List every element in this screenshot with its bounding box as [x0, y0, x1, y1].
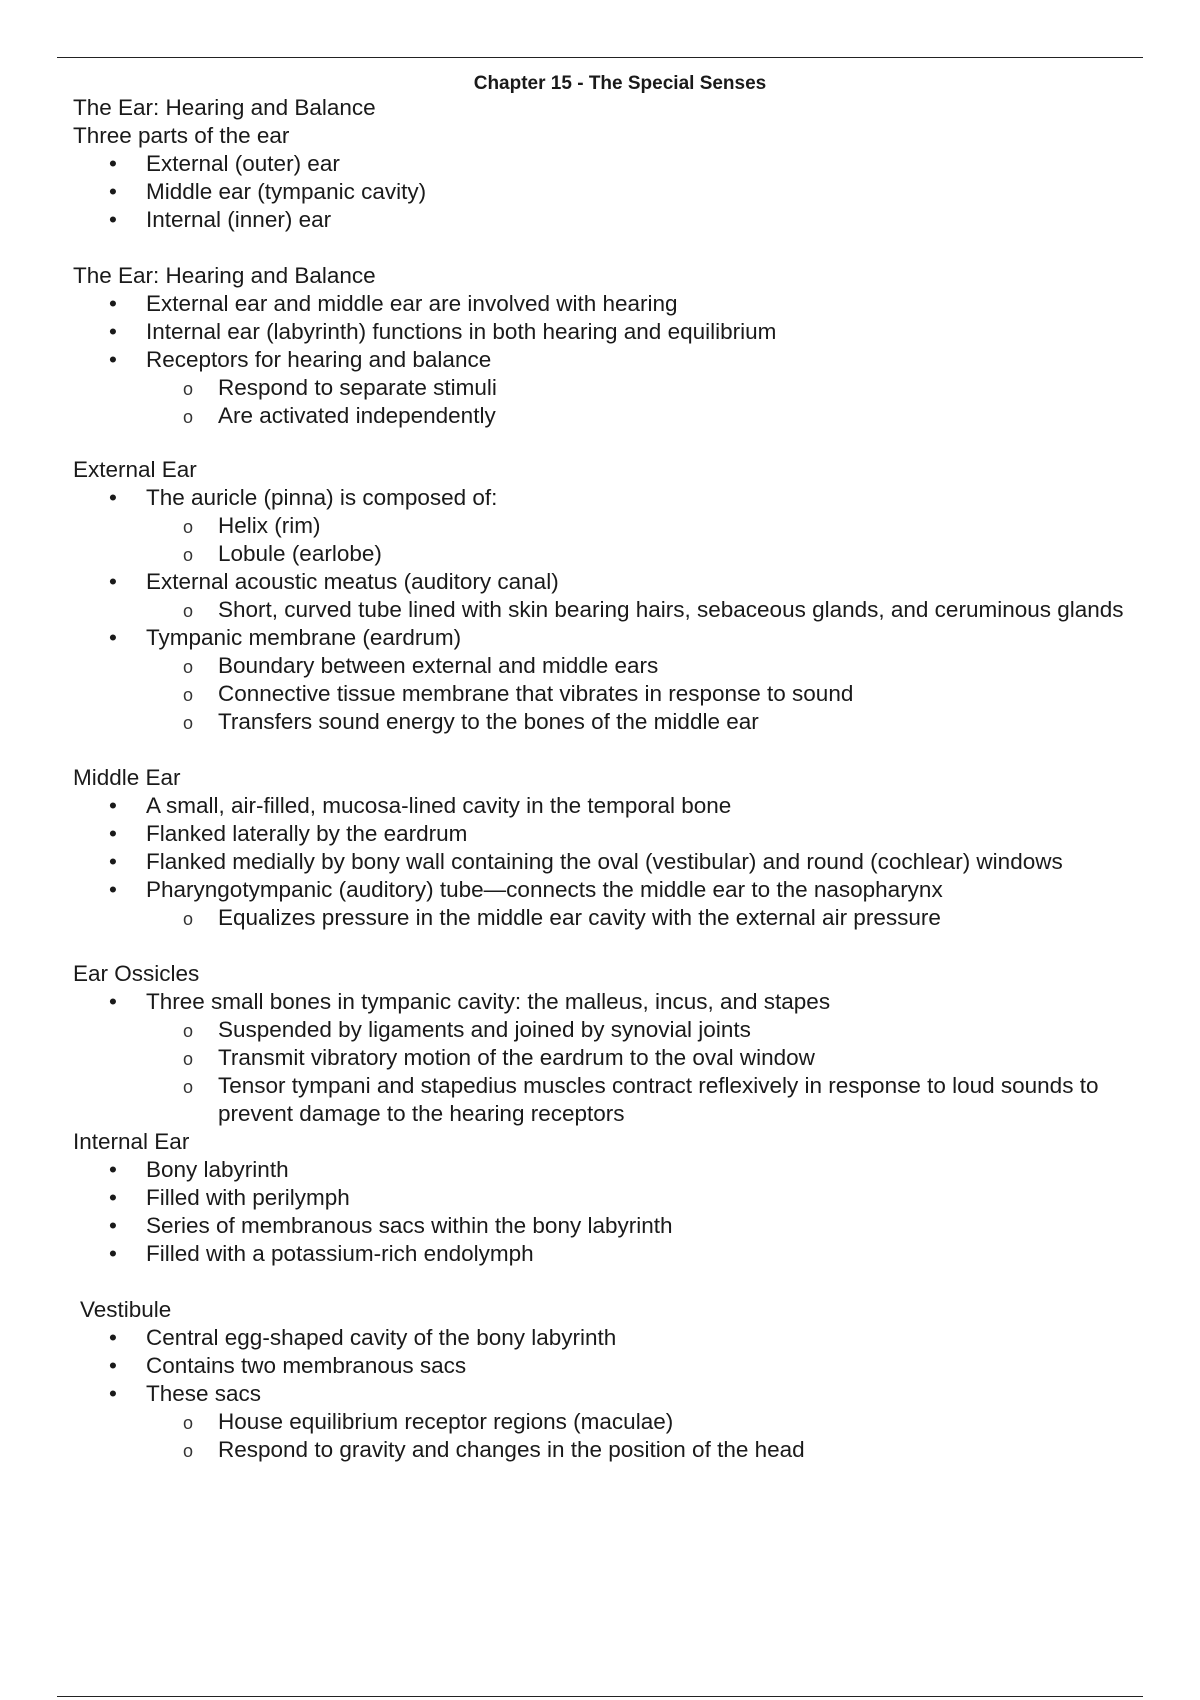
sub-list	[146, 1408, 1153, 1464]
list-item-text: Internal ear (labyrinth) functions in both hearing and equilibrium	[146, 319, 777, 344]
sub-list-item: o Are activated independently	[146, 402, 1153, 430]
list-item: • Filled with a potassium-rich endolymph	[73, 1240, 1153, 1268]
section-ear-hearing-balance	[73, 262, 1153, 430]
sub-list-item: o Equalizes pressure in the middle ear cavity with the external air pressure	[146, 904, 1153, 932]
sub-list-item: o Short, curved tube lined with skin bearing hairs, sebaceous glands, and ceruminous glands	[146, 596, 1153, 624]
list-item: • Filled with perilymph	[73, 1184, 1153, 1212]
list-item: • External (outer) ear	[73, 150, 1153, 178]
list-item-text: Three small bones in tympanic cavity: the malleus, incus, and stapes	[146, 989, 831, 1014]
sub-list-item: o Boundary between external and middle ears	[146, 652, 1153, 680]
sub-list-item: o Transmit vibratory motion of the eardrum to the oval window	[146, 1044, 1153, 1072]
sub-list-item: o Respond to gravity and changes in the position of the head	[146, 1436, 1153, 1464]
section-heading: The Ear: Hearing and Balance	[73, 95, 376, 120]
sub-list-item: o House equilibrium receptor regions (maculae)	[146, 1408, 1153, 1436]
list-item	[73, 1380, 1153, 1464]
sub-list-item: o Suspended by ligaments and joined by synovial joints	[146, 1016, 1153, 1044]
list-item	[73, 318, 1153, 346]
section-heading: The Ear: Hearing and Balance	[73, 263, 376, 288]
list-item	[73, 988, 1153, 1128]
list-item: • Middle ear (tympanic cavity)	[73, 178, 1153, 206]
sub-list-item: o Connective tissue membrane that vibrates in response to sound	[146, 680, 1153, 708]
list-item	[73, 1324, 1153, 1352]
bullet-list	[73, 484, 1153, 736]
document-body	[73, 94, 1153, 1464]
list-item: • Series of membranous sacs within the bony labyrinth	[73, 1212, 1153, 1240]
bullet-list	[73, 1324, 1153, 1464]
bullet-list	[73, 792, 1153, 932]
list-item-text: These sacs	[146, 1381, 262, 1406]
section-ear-overview	[73, 94, 1153, 234]
list-item	[73, 820, 1153, 848]
list-item-text: Tympanic membrane (eardrum)	[146, 625, 462, 650]
section-internal-ear	[73, 1128, 1153, 1268]
list-item	[73, 1352, 1153, 1380]
list-item-text: Central egg-shaped cavity of the bony labyrinth	[146, 1325, 617, 1350]
section-middle-ear	[73, 764, 1153, 932]
sub-list	[146, 596, 1153, 624]
list-item-text: External acoustic meatus (auditory canal)	[146, 569, 559, 594]
section-heading: External Ear	[73, 457, 197, 482]
sub-list	[146, 374, 1153, 430]
bullet-list	[73, 150, 1153, 234]
section-subheading: Three parts of the ear	[73, 123, 290, 148]
section-heading: Ear Ossicles	[73, 961, 200, 986]
list-item	[73, 568, 1153, 624]
sub-list	[146, 1016, 1153, 1128]
list-item-text: Flanked laterally by the eardrum	[146, 821, 468, 846]
top-rule	[57, 57, 1143, 58]
bullet-list	[73, 290, 1153, 430]
bullet-list	[73, 988, 1153, 1128]
list-item-text: The auricle (pinna) is composed of:	[146, 485, 498, 510]
page-title: Chapter 15 - The Special Senses	[473, 73, 767, 94]
list-item	[73, 624, 1153, 736]
section-ear-ossicles	[73, 960, 1153, 1128]
sub-list	[146, 512, 1153, 568]
sub-list-item: o Helix (rim)	[146, 512, 1153, 540]
section-vestibule	[73, 1296, 1153, 1464]
sub-list-item: o Transfers sound energy to the bones of the middle ear	[146, 708, 1153, 736]
list-item-text: Receptors for hearing and balance	[146, 347, 492, 372]
section-heading: Vestibule	[80, 1297, 172, 1322]
section-external-ear	[73, 456, 1153, 736]
sub-list	[146, 652, 1153, 736]
list-item	[73, 848, 1153, 876]
list-item	[73, 346, 1153, 430]
list-item-text: External ear and middle ear are involved with hearing	[146, 291, 678, 316]
section-heading: Middle Ear	[73, 765, 181, 790]
list-item-text: Pharyngotympanic (auditory) tube—connects the middle ear to the nasopharynx	[146, 877, 943, 902]
list-item-text: A small, air-filled, mucosa-lined cavity in the temporal bone	[146, 793, 732, 818]
list-item: • Internal (inner) ear	[73, 206, 1153, 234]
sub-list-item: o Respond to separate stimuli	[146, 374, 1153, 402]
list-item	[73, 290, 1153, 318]
list-item: • Bony labyrinth	[73, 1156, 1153, 1184]
bullet-list	[73, 1156, 1153, 1268]
list-item	[73, 792, 1153, 820]
section-heading: Internal Ear	[73, 1129, 190, 1154]
list-item	[73, 484, 1153, 568]
list-item	[73, 876, 1153, 932]
bottom-rule	[57, 1696, 1143, 1697]
sub-list-item: o Lobule (earlobe)	[146, 540, 1153, 568]
sub-list	[146, 904, 1153, 932]
list-item-text: Contains two membranous sacs	[146, 1353, 467, 1378]
sub-list-item: o Tensor tympani and stapedius muscles contract reflexively in response to loud sounds to prevent damage to the hearing receptors	[146, 1072, 1153, 1128]
list-item-text: Flanked medially by bony wall containing the oval (vestibular) and round (cochlear) windows	[146, 849, 1063, 874]
